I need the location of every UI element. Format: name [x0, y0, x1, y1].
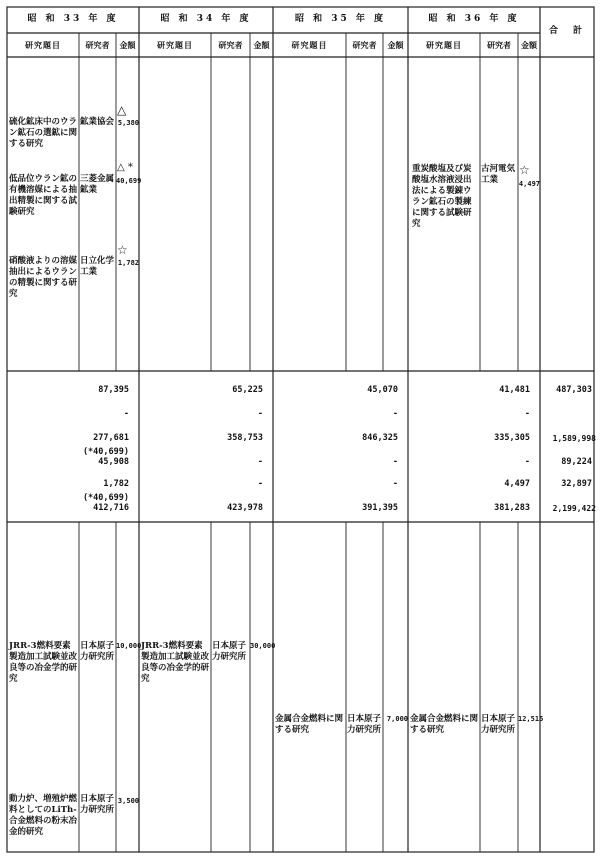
researcher: 日本原子力研究所 — [212, 641, 247, 662]
figure-total: 487,303 — [556, 385, 592, 395]
figure-note: (*40,699) — [82, 447, 129, 457]
amount: 3,500 — [117, 797, 139, 805]
triangle-star-icon: △ * — [117, 162, 133, 173]
year-header-35: 昭 和 35 年 度 — [294, 14, 387, 24]
researcher: 日本原子力研究所 — [80, 641, 115, 662]
researcher: 日本原子力研究所 — [80, 794, 115, 815]
total-header: 合 計 — [548, 26, 585, 36]
figure-y34: - — [257, 479, 263, 489]
figure-y35: 846,325 — [362, 433, 398, 443]
figure-y33: 1,782 — [103, 479, 129, 489]
col-header-subject: 研究題目 — [25, 40, 61, 50]
research-subject: 硝酸液よりの溶媒抽出によるウランの精製に関する研究 — [9, 256, 78, 299]
figure-y35: - — [392, 457, 398, 467]
amount: 10,000 — [116, 642, 142, 650]
researcher: 日立化学工業 — [80, 256, 115, 277]
figure-y36: 381,283 — [494, 503, 530, 513]
amount: 40,699 — [116, 177, 142, 185]
figure-y34: - — [257, 457, 263, 467]
figure-y34: 65,225 — [232, 385, 263, 395]
amount: 1,782 — [117, 259, 139, 267]
research-subject: 硫化鉱床中のウラン鉱石の選鉱に関する研究 — [9, 117, 78, 149]
year-header-33: 昭 和 33 年 度 — [27, 14, 119, 24]
col-header-amount: 金額 — [521, 40, 537, 50]
col-header-researcher: 研究者 — [85, 40, 110, 50]
researcher: 古河電気工業 — [481, 164, 516, 185]
figure-y34: - — [257, 409, 263, 419]
figure-total: 89,224 — [561, 457, 592, 467]
year-header-34: 昭 和 34 年 度 — [160, 14, 252, 24]
research-subject: 低品位ウラン鉱の有機溶媒による抽出精製に関する試験研究 — [9, 174, 78, 217]
figure-total: 1,589,998 — [552, 434, 596, 443]
figure-y33: 45,908 — [98, 457, 129, 467]
col-header-subject: 研究題目 — [291, 40, 328, 50]
amount: 4,497 — [518, 180, 540, 188]
figure-note: (*40,699) — [82, 493, 129, 503]
figure-y34: 358,753 — [227, 433, 263, 443]
researcher: 鉱業協会 — [80, 117, 115, 127]
col-header-researcher: 研究者 — [352, 40, 377, 50]
star-outline-icon: ☆ — [519, 163, 530, 177]
figure-y36: 335,305 — [494, 433, 530, 443]
col-header-researcher: 研究者 — [218, 40, 243, 50]
figure-y35: 45,070 — [367, 385, 398, 395]
year-header-36: 昭 和 36 年 度 — [428, 14, 520, 24]
col-header-subject: 研究題目 — [426, 40, 462, 50]
research-subject: JRR-3燃料要素製造加工試験並改良等の冶金学的研究 — [141, 641, 210, 684]
figure-y33: 412,716 — [93, 503, 129, 513]
col-header-amount: 金額 — [119, 40, 136, 50]
figure-y33: 87,395 — [98, 385, 129, 395]
research-subject: 動力炉、増殖炉燃料としてのLiTh-合金燃料の粉末冶金的研究 — [9, 794, 78, 837]
figure-y34: 423,978 — [227, 503, 263, 513]
amount: 30,000 — [250, 642, 276, 650]
col-header-subject: 研究題目 — [157, 40, 193, 50]
col-header-researcher: 研究者 — [487, 40, 511, 50]
col-header-amount: 金額 — [387, 40, 404, 50]
researcher: 日本原子力研究所 — [347, 714, 382, 735]
amount: 12,515 — [518, 715, 544, 723]
figure-total: 2,199,422 — [552, 504, 596, 513]
amount: 5,380 — [117, 119, 139, 127]
figure-y36: 41,481 — [499, 385, 530, 395]
figure-y36: - — [524, 409, 530, 419]
triangle-icon: △ — [117, 103, 127, 117]
research-subject: JRR-3燃料要素製造加工試験並改良等の冶金学的研究 — [9, 641, 78, 684]
research-subject: 金属合金燃料に関する研究 — [410, 714, 479, 735]
researcher: 日本原子力研究所 — [481, 714, 516, 735]
col-header-amount: 金額 — [253, 40, 270, 50]
figure-y35: - — [392, 479, 398, 489]
research-subject: 重炭酸塩及び炭酸塩水溶液浸出法による製錬ウラン鉱石の製練に関する試験研究 — [412, 164, 472, 229]
amount: 7,000 — [386, 715, 408, 723]
figure-y36: - — [524, 457, 530, 467]
figure-y33: 277,681 — [93, 433, 129, 443]
research-subject: 金属合金燃料に関する研究 — [275, 714, 344, 735]
star-outline-icon: ☆ — [117, 243, 128, 257]
figure-y35: - — [392, 409, 398, 419]
researcher: 三菱金属鉱業 — [80, 174, 115, 195]
figure-y33: - — [123, 409, 129, 419]
figure-total: 32,897 — [561, 479, 592, 489]
figure-y36: 4,497 — [504, 479, 530, 489]
figure-y35: 391,395 — [362, 503, 398, 513]
